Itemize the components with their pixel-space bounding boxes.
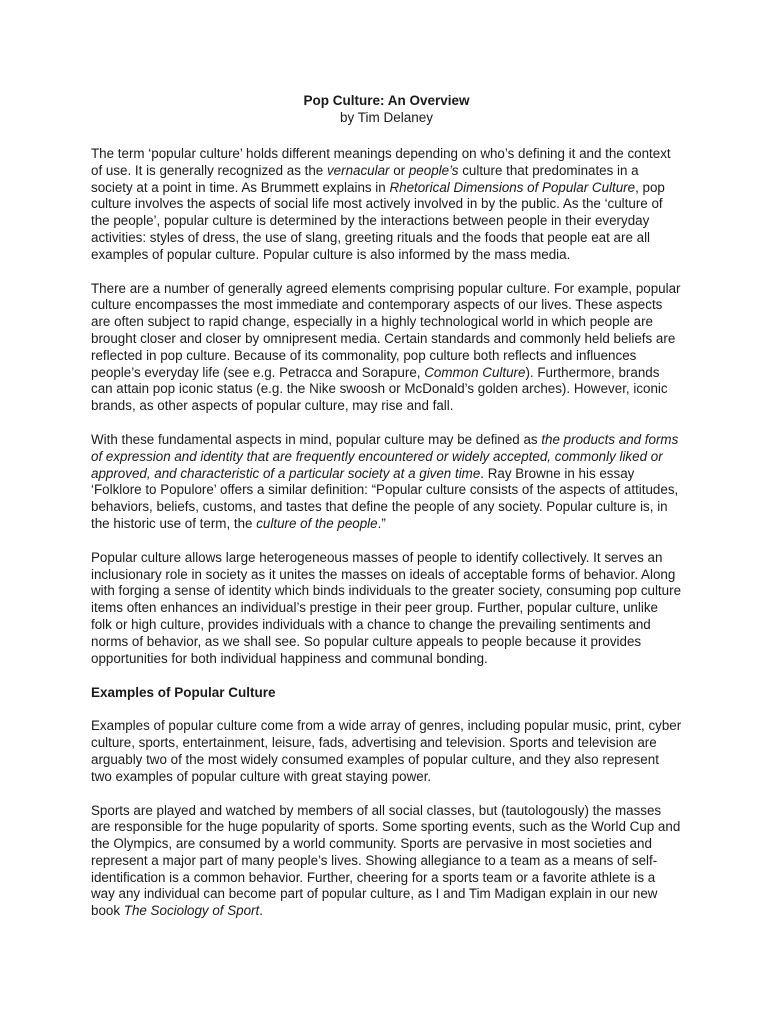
italic-text: Rhetorical Dimensions of Popular Culture <box>389 179 636 195</box>
italic-text: people’s <box>408 162 459 178</box>
paragraph <box>91 146 682 264</box>
document-author: by Tim Delaney <box>339 110 434 125</box>
paragraph <box>91 432 682 533</box>
text-run: . Ray Browne in his essay ‘Folklore to Populore’ offers a similar definition: “Popular culture consists of the aspects of attitudes, behaviors, beliefs, customs, and tastes that define the people of any society. Popular culture is, in the historic use of term, the <box>91 465 679 531</box>
text-run: Sports are played and watched by members of all social classes, but (tautologously) the masses are responsible for the huge popularity of sports. Some sporting events, such as the World Cup and the Olympics, are consumed by a world community. Sports are pervasive in most societies and represent a major part of many people’s lives. Showing allegiance to a team as a means of self-identification is a common behavior. Further, cheering for a sports team or a favorite athlete is a way any individual can become part of popular culture, as I and Tim Madigan explain in our new book <box>91 802 681 919</box>
italic-text: Common Culture <box>424 364 526 380</box>
text-run: .” <box>377 515 386 531</box>
paragraph <box>91 718 682 785</box>
paragraph <box>91 803 682 921</box>
text-run: , pop culture involves the aspects of social life most actively involved in by the public. As the ‘culture of the people’, popular culture is determined by the interactions between people in their everyday activities: styles of dress, the use of slang, greeting rituals and the foods that people eat are all examples of popular culture. Popular culture is also informed by the mass media. <box>91 179 665 262</box>
paragraph <box>91 550 682 668</box>
document-title: Pop Culture: An Overview <box>303 93 470 108</box>
text-run: or <box>389 162 409 178</box>
text-run: ). Furthermore, brands can attain pop iconic status (e.g. the Nike swoosh or McDonald’s golden arches). However, iconic brands, as other aspects of popular culture, may rise and fall. <box>91 364 668 414</box>
text-run: The term ‘popular culture’ holds different meanings depending on who’s defining it and the context of use. It is generally recognized as the <box>91 146 671 178</box>
text-run: Popular culture allows large heterogeneous masses of people to identify collectively. It serves an inclusionary role in society as it unites the masses on ideals of acceptable forms of behavior. Along with forging a sense of identity which binds individuals to the greater society, consuming pop culture items often enhances an individual’s prestige in their peer group. Further, popular culture, unlike folk or high culture, provides individuals with a chance to change the prevailing sentiments and norms of behavior, as we shall see. So popular culture appeals to people because it provides opportunities for both individual happiness and communal bonding. <box>91 549 682 666</box>
text-run: There are a number of generally agreed elements comprising popular culture. For example, popular culture encompasses the most immediate and contemporary aspects of our lives. These aspects are often subject to rapid change, especially in a highly technological world in which people are brought closer and closer by omnipresent media. Certain standards and commonly held beliefs are reflected in pop culture. Because of its commonality, pop culture both reflects and influences people’s everyday life (see e.g. Petracca and Sorapure, <box>91 280 681 380</box>
text-run: . <box>259 903 263 919</box>
section-heading: Examples of Popular Culture <box>91 685 276 701</box>
italic-text: the products and forms of expression and identity that are frequently encountered or widely accepted, commonly liked or approved, and characteristic of a particular society at a given time <box>91 431 679 481</box>
italic-text: vernacular <box>326 162 390 178</box>
italic-text: culture of the people <box>256 515 378 531</box>
examples-section <box>91 718 682 920</box>
intro-section <box>91 146 682 667</box>
text-run: Examples of popular culture come from a wide array of genres, including popular music, print, cyber culture, sports, entertainment, leisure, fads, advertising and television. Sports and television are arguably two of the most widely consumed examples of popular culture, and they also represent two examples of popular culture with great staying power. <box>91 718 682 784</box>
text-run: With these fundamental aspects in mind, popular culture may be defined as <box>91 431 542 447</box>
paragraph <box>91 281 682 415</box>
text-run: culture that predominates in a society at a point in time. As Brummett explains in <box>91 162 639 195</box>
italic-text: The Sociology of Sport <box>123 903 260 919</box>
